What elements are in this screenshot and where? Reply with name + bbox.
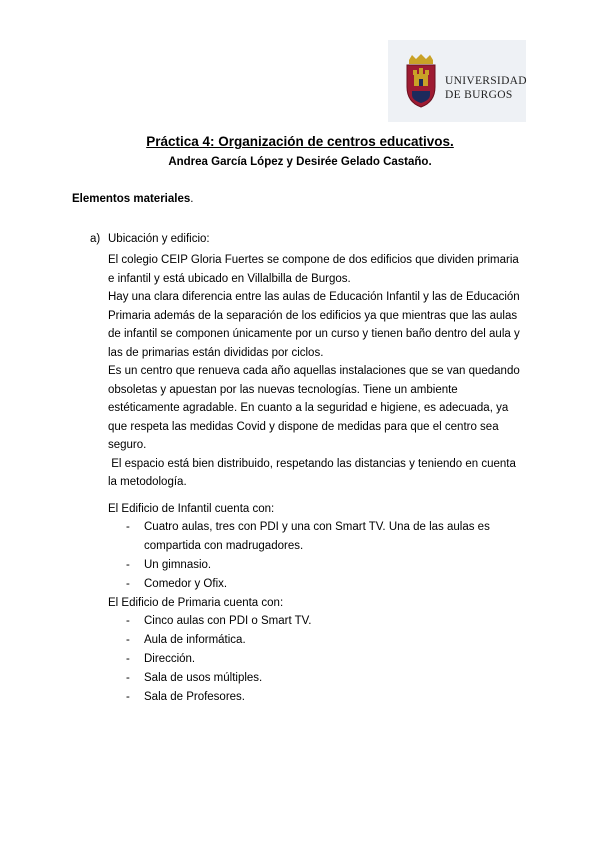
section-heading-text: Elementos materiales <box>72 193 191 205</box>
university-name <box>445 74 527 102</box>
bullet-dash: - <box>126 691 130 703</box>
list-item-text: Aula de informática. <box>144 634 246 646</box>
list-item-text: Sala de usos múltiples. <box>144 672 263 684</box>
list-item-text: Sala de Profesores. <box>144 691 246 703</box>
primaria-list <box>126 612 526 707</box>
list-item-text: Un gimnasio. <box>144 559 212 571</box>
bullet-dash: - <box>126 672 130 684</box>
list-item-text: Cinco aulas con PDI o Smart TV. <box>144 615 312 627</box>
bullet-dash: - <box>126 615 130 627</box>
paragraph: Hay una clara diferencia entre las aulas de Educación Infantil y las de Educación Primaria además de la separación de los edificios ya que mientras que las aulas de infantil se componen únicamente por un curso y tienen baño dentro del aula y las de primarias están divididas por ciclos. <box>108 291 520 359</box>
list-item <box>126 669 526 688</box>
list-item <box>126 650 526 669</box>
bullet-dash: - <box>126 521 130 533</box>
paragraph: El colegio CEIP Gloria Fuertes se compone de dos edificios que dividen primaria e infantil y está ubicado en Villalbilla de Burgos. <box>108 254 519 285</box>
paragraph: Es un centro que renueva cada año aquellas instalaciones que se van quedando obsoletas y apuestan por las nuevas tecnologías. Tiene un ambiente estéticamente agradable. En cuanto a la seguridad e higiene, es adecuada, ya que respeta las medidas Covid y dispone de medidas para que el centro sea seguro. <box>108 365 520 451</box>
bullet-dash: - <box>126 653 130 665</box>
primaria-heading: El Edificio de Primaria cuenta con: <box>108 597 284 609</box>
document-title: Práctica 4: Organización de centros educativos. <box>146 134 454 149</box>
university-name-line2: DE BURGOS <box>445 89 513 101</box>
university-name-line1: UNIVERSIDAD <box>445 75 527 87</box>
list-item-text: Comedor y Ofix. <box>144 578 228 590</box>
list-item <box>126 518 526 556</box>
infantil-list <box>126 518 526 594</box>
coat-of-arms-icon <box>404 54 438 108</box>
bullet-dash: - <box>126 634 130 646</box>
list-item-text: Cuatro aulas, tres con PDI y una con Smart TV. Una de las aulas es compartida con madrugadores. <box>144 521 490 552</box>
document-authors: Andrea García López y Desirée Gelado Castaño. <box>168 156 432 168</box>
list-item <box>126 575 526 594</box>
section-heading-dot: . <box>190 193 194 205</box>
list-marker: a) <box>90 233 101 245</box>
list-item <box>126 631 526 650</box>
ubicacion-body <box>108 251 528 492</box>
list-item <box>126 688 526 707</box>
bullet-dash: - <box>126 578 130 590</box>
paragraph: El espacio está bien distribuido, respetando las distancias y teniendo en cuenta la metodología. <box>108 457 520 488</box>
university-logo <box>388 40 526 122</box>
bullet-dash: - <box>126 559 130 571</box>
list-item <box>126 612 526 631</box>
list-item-text: Dirección. <box>144 653 196 665</box>
section-heading <box>72 193 193 205</box>
infantil-heading: El Edificio de Infantil cuenta con: <box>108 503 275 515</box>
list-item <box>126 556 526 575</box>
list-item-heading: Ubicación y edificio: <box>108 233 210 245</box>
